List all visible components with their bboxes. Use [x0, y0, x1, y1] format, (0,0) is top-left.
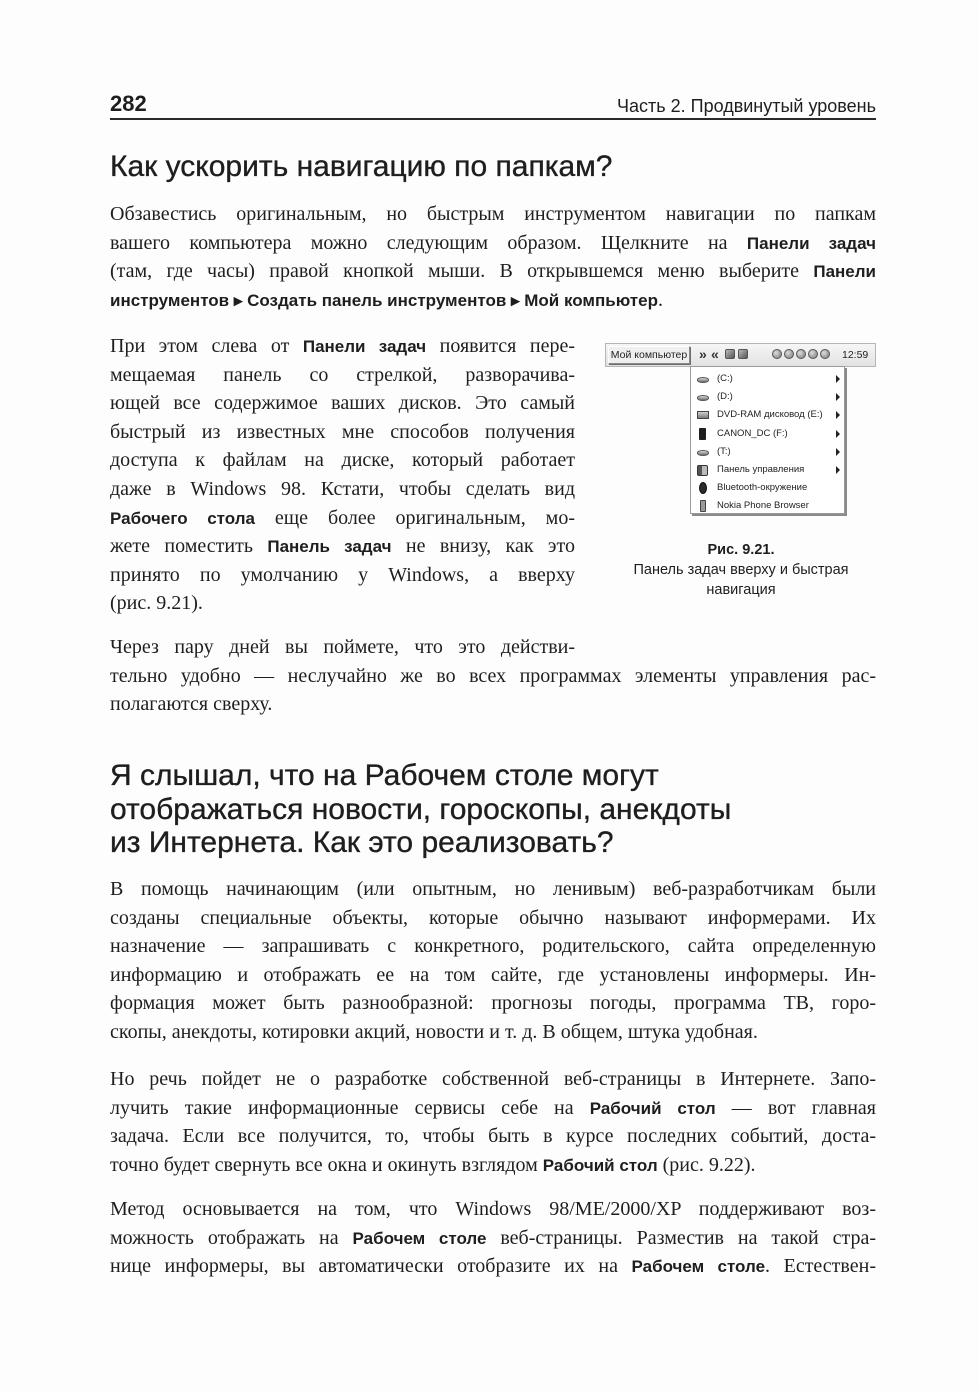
- text-line: [110, 446, 575, 475]
- bold-term: инструментов ▸ Создать панель инструментов ▸ Мой компьютер: [110, 290, 658, 310]
- submenu-arrow-icon: [836, 411, 840, 419]
- paragraph: [110, 1065, 876, 1179]
- text-run: .: [657, 288, 663, 311]
- menu-item: [691, 406, 844, 424]
- text-run: информацию и отображать ее на том сайте, где установлены информеры. Ин-: [110, 963, 876, 986]
- text-run: (там, где часы) правой кнопкой мыши. В открывшемся меню выберите: [110, 260, 814, 283]
- text-line: [110, 989, 876, 1018]
- text-line: [110, 532, 575, 561]
- caption-label: Рис. 9.21.: [707, 542, 775, 558]
- text-run: Но речь пойдет не о разработке собственной веб-страницы в Интернете. Запо-: [110, 1068, 876, 1090]
- tray-icon: [772, 349, 782, 359]
- tray-icon: [820, 349, 830, 359]
- drive-icon: [697, 450, 709, 456]
- text-run: можность отображать на: [110, 1226, 353, 1249]
- text-run: тельно удобно — неслучайно же во всех программах элементы управления рас-: [110, 664, 876, 687]
- caption-line: Панель задач вверху и быстрая: [633, 562, 849, 578]
- text-run: вашего компьютера можно следующим образом. Щелкните на: [110, 231, 747, 254]
- menu-item: [691, 388, 844, 406]
- text-run: — вот главная: [715, 1096, 876, 1119]
- text-run: точно будет свернуть все окна и окинуть взглядом: [110, 1153, 543, 1176]
- section-heading: [110, 150, 876, 184]
- submenu-arrow-icon: [836, 430, 840, 438]
- caption-line: навигация: [706, 582, 776, 598]
- text-line: [110, 389, 575, 418]
- text-line: [110, 932, 876, 961]
- text-run: формация может быть разнообразной: прогнозы погоды, программа ТВ, горо-: [110, 992, 876, 1015]
- text-run: веб-страницы. Разместив на такой стра-: [486, 1226, 876, 1249]
- text-line: [110, 332, 575, 361]
- phone-icon: [700, 500, 706, 512]
- text-line: [110, 662, 876, 691]
- header-rule: [110, 118, 876, 120]
- menu-item-label: Панель управления: [717, 463, 805, 475]
- text-run: полагаются сверху.: [110, 693, 273, 716]
- collapse-chevron-icon: «: [711, 346, 719, 362]
- menu-item-label: Nokia Phone Browser: [717, 500, 809, 512]
- bold-term: Рабочего стола: [110, 508, 255, 528]
- text-line: [110, 633, 575, 662]
- system-tray: [772, 349, 830, 359]
- text-run: ющей все содержимое ваших дисков. Это самый: [110, 392, 575, 415]
- bold-term: Панели задач: [302, 337, 427, 356]
- heading-line: Как ускорить навигацию по папкам?: [110, 150, 613, 183]
- text-run: Обзавестись оригинальным, но быстрым инструментом навигации по папкам: [110, 203, 876, 225]
- text-line: [110, 1122, 876, 1151]
- text-run: не внизу, как это: [391, 535, 575, 558]
- menu-item-label: Bluetooth-окружение: [717, 482, 808, 494]
- text-line: [110, 1224, 876, 1253]
- text-line: [110, 1065, 876, 1094]
- menu-item-label: (D:): [717, 391, 733, 403]
- submenu-arrow-icon: [836, 393, 840, 401]
- text-line: [110, 875, 876, 904]
- menu-item-label: CANON_DC (F:): [717, 427, 788, 439]
- text-run: скопы, анекдоты, котировки акций, новости и т. д. В общем, штука удобная.: [110, 1020, 758, 1043]
- menu-item: [691, 370, 844, 388]
- page-number: 282: [110, 91, 147, 116]
- text-run: (рис. 9.22).: [657, 1153, 756, 1176]
- hard-drive-icon: [697, 395, 709, 401]
- text-line: [110, 589, 575, 618]
- text-run: нице информеры, вы автоматически отобразите их на: [110, 1255, 632, 1278]
- section-heading: [110, 759, 876, 860]
- text-line: [110, 504, 575, 533]
- text-run: задача. Если все получится, то, чтобы быть в курсе последних событий, доста-: [110, 1125, 876, 1148]
- text-run: назначение — запрашивать с конкретного, родительского, сайта определенную: [110, 935, 876, 958]
- menu-item: [691, 443, 844, 461]
- bold-term: Панели задач: [746, 233, 876, 253]
- text-line: [110, 1018, 876, 1047]
- hard-drive-icon: [697, 377, 709, 383]
- tray-icon: [784, 349, 794, 359]
- text-run: даже в Windows 98. Кстати, чтобы сделать вид: [110, 477, 575, 500]
- text-line: [110, 200, 876, 229]
- text-run: Метод основывается на том, что Windows 98/ME/2000/XP поддерживают воз-: [110, 1198, 876, 1220]
- text-line: [110, 961, 876, 990]
- control-panel-icon: [697, 465, 708, 476]
- text-line: [110, 1252, 876, 1281]
- text-line: [110, 904, 876, 933]
- text-run: В помощь начинающим (или опытным, но ленивым) веб-разработчикам были: [110, 878, 876, 900]
- figure-caption: [600, 540, 882, 600]
- text-line: [110, 1195, 876, 1224]
- quick-launch-area: [725, 349, 748, 359]
- text-line: [110, 1094, 876, 1123]
- heading-line: отображаться новости, гороскопы, анекдоты: [110, 792, 732, 826]
- menu-item: [691, 479, 844, 497]
- bold-term: Рабочем столе: [352, 1228, 487, 1248]
- submenu-arrow-icon: [836, 375, 840, 383]
- text-run: еще более оригинальным, мо-: [255, 506, 575, 529]
- text-run: мещаемая панель со стрелкой, разворачива-: [110, 363, 575, 386]
- running-title: Часть 2. Продвинутый уровень: [616, 96, 876, 116]
- menu-item-label: DVD-RAM дисковод (E:): [717, 409, 823, 421]
- menu-item-label: (C:): [717, 373, 733, 384]
- text-line: [110, 361, 575, 390]
- menu-item: [691, 497, 844, 515]
- text-run: быстрый из известных мне способов получения: [110, 420, 575, 443]
- drives-popup-menu: [690, 366, 845, 514]
- text-line: [110, 229, 876, 258]
- paragraph: [110, 332, 575, 618]
- paragraph: [110, 200, 876, 314]
- text-line: [110, 690, 876, 719]
- figure-screenshot: [605, 340, 877, 520]
- bluetooth-icon: [699, 482, 707, 494]
- submenu-arrow-icon: [836, 466, 840, 474]
- menu-item: [691, 461, 844, 479]
- bold-term: Рабочий стол: [589, 1098, 716, 1118]
- taskbar: [605, 343, 876, 367]
- text-line: [110, 418, 575, 447]
- bold-term: Панель задач: [267, 537, 392, 557]
- paragraph: [110, 875, 876, 1047]
- text-run: лучить такие информационные сервисы себе на: [110, 1096, 590, 1119]
- paragraph: [110, 1195, 876, 1281]
- camera-icon: [699, 428, 706, 440]
- submenu-arrow-icon: [836, 448, 840, 456]
- text-line: [110, 561, 575, 590]
- text-run: доступа к файлам на диске, который работает: [110, 449, 575, 472]
- text-run: При этом слева от: [110, 335, 303, 357]
- text-run: принято по умолчанию у Windows, а вверху: [110, 563, 575, 586]
- text-run: (рис. 9.21).: [110, 592, 203, 615]
- quick-launch-icon: [738, 349, 748, 359]
- text-run: Через пару дней вы поймете, что это действи-: [110, 636, 575, 658]
- text-line: [110, 1151, 876, 1180]
- text-run: появится пере-: [426, 335, 575, 357]
- dvd-drive-icon: [697, 411, 709, 419]
- expand-chevron-icon: »: [699, 346, 707, 362]
- tray-icon: [796, 349, 806, 359]
- my-computer-toolbar-button: Мой компьютер: [608, 346, 690, 364]
- bold-term: Рабочем столе: [631, 1257, 766, 1277]
- text-run: жете поместить: [110, 535, 268, 558]
- heading-line: Я слышал, что на Рабочем столе могут: [110, 759, 659, 792]
- text-run: . Естествен-: [765, 1255, 876, 1278]
- text-line: [110, 475, 575, 504]
- quick-launch-icon: [725, 349, 735, 359]
- text-run: созданы специальные объекты, которые обычно называют информерами. Их: [110, 906, 876, 929]
- tray-icon: [808, 349, 818, 359]
- text-line: [110, 257, 876, 286]
- taskbar-clock: 12:59: [842, 349, 869, 361]
- paragraph: [110, 633, 876, 719]
- bold-term: Панели: [813, 262, 876, 282]
- menu-item-label: (T:): [717, 445, 731, 457]
- menu-item: [691, 425, 844, 443]
- heading-line: из Интернета. Как это реализовать?: [110, 826, 614, 859]
- text-line: [110, 286, 876, 315]
- bold-term: Рабочий стол: [542, 1155, 658, 1175]
